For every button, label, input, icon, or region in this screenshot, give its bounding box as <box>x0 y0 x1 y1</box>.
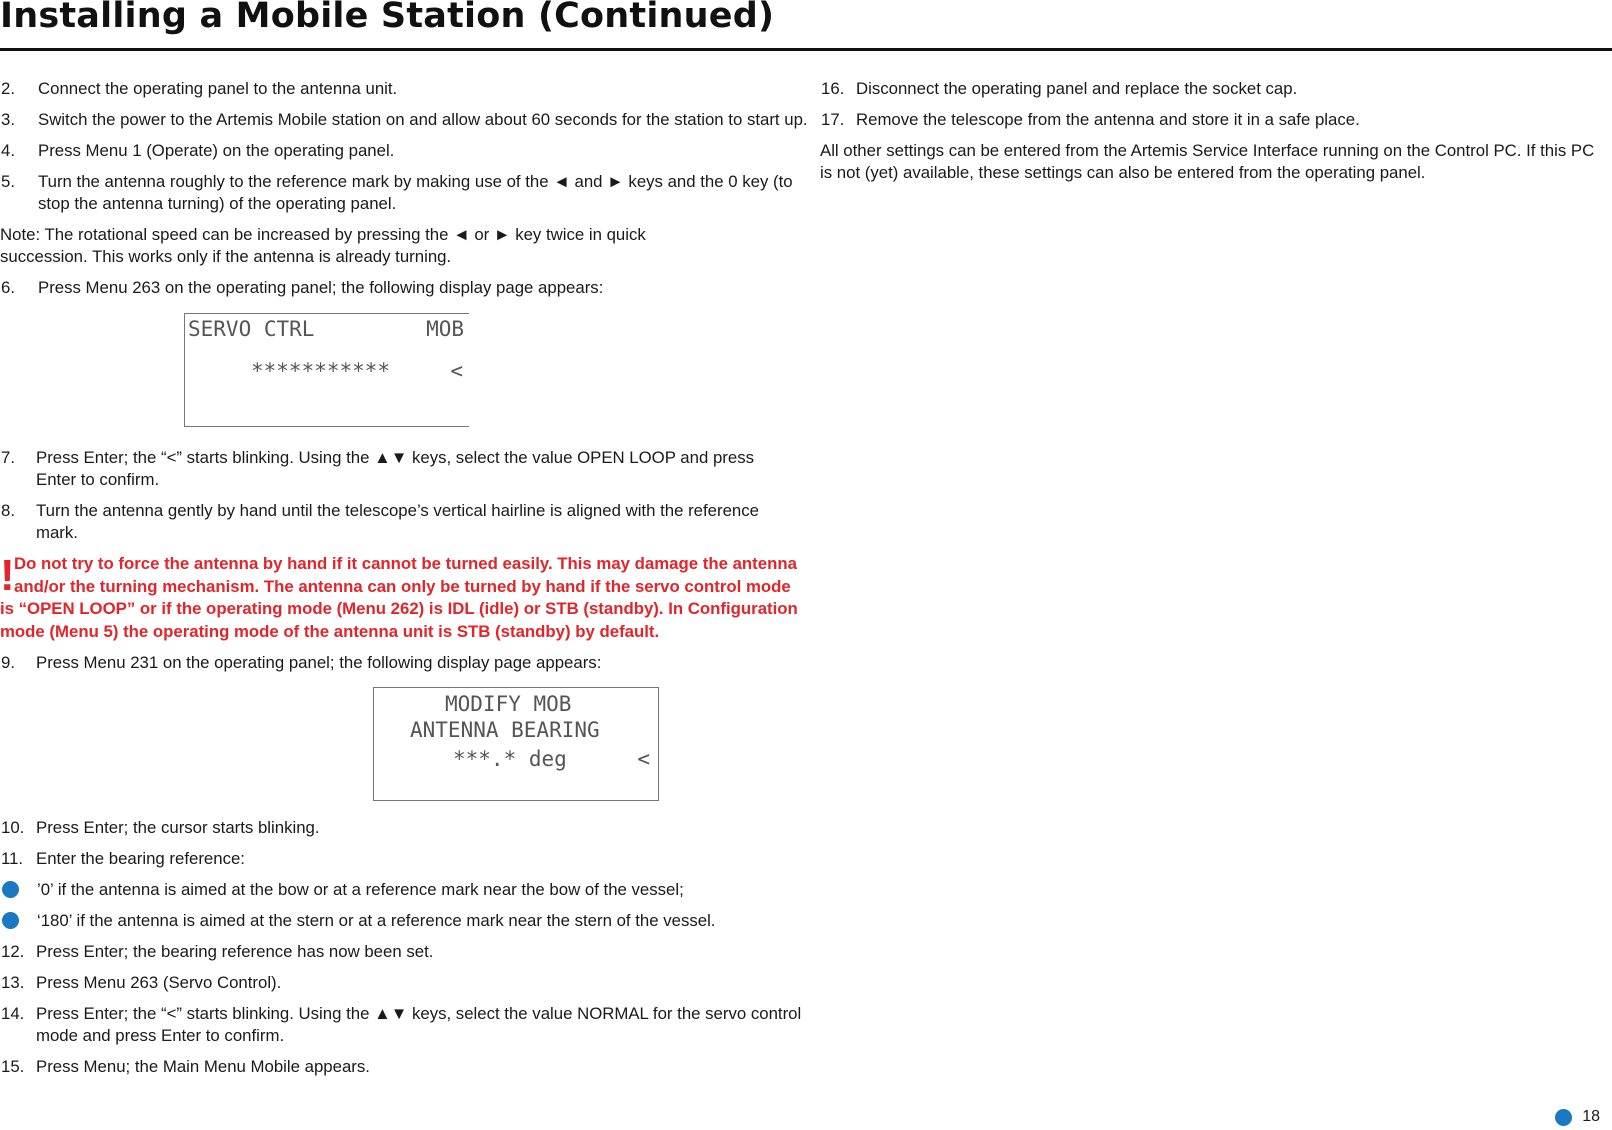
step-number: 2. <box>1 79 15 98</box>
warning-text: Do not try to force the antenna by hand if it cannot be turned easily. This may damage the antenna and/or the turning mechanism. The antenna can only be turned by hand if the servo control mode is “OPEN LOOP” or if the operating mode (Menu 262) is IDL (idle) or STB (standby). In Configuration mode (Menu 5) the operating mode of the antenna unit is STB (standby) by default. <box>0 554 798 641</box>
step-text: Turn the antenna roughly to the reference mark by making use of the ◄ and ► keys and the 0 key (to stop the antenna turning) of the operating panel. <box>38 172 793 213</box>
step-number: 3. <box>1 110 15 129</box>
step-number: 4. <box>1 141 15 160</box>
step-3 <box>0 109 808 131</box>
step-number: 17. <box>821 110 845 129</box>
step-text: Press Menu; the Main Menu Mobile appears. <box>36 1057 370 1076</box>
step-text: Press Menu 263 on the operating panel; the following display page appears: <box>38 278 604 297</box>
step-text: Press Enter; the “<” starts blinking. Using the ▲▼ keys, select the value OPEN LOOP and press Enter to confirm. <box>36 448 754 489</box>
step-text: Press Menu 263 (Servo Control). <box>36 973 282 992</box>
step-2 <box>0 78 808 100</box>
lcd-line1-right: MOB <box>426 317 464 341</box>
step-number: 6. <box>1 278 15 297</box>
step-4 <box>0 140 808 162</box>
list-item <box>0 910 808 932</box>
step-17 <box>820 109 1610 131</box>
lcd-line2: ANTENNA BEARING <box>410 718 600 742</box>
left-column <box>0 78 808 1087</box>
blue-dot-icon <box>2 881 19 898</box>
note-paragraph: Note: The rotational speed can be increased by pressing the ◄ or ► key twice in quick succession. This works only if the antenna is already turning. <box>0 225 646 266</box>
step-text: Press Enter; the “<” starts blinking. Using the ▲▼ keys, select the value NORMAL for the servo control mode and press Enter to confirm. <box>36 1004 802 1045</box>
step-number: 12. <box>1 942 25 961</box>
warning-callout <box>0 553 808 643</box>
step-text: Press Enter; the bearing reference has now been set. <box>36 942 434 961</box>
list-item <box>0 879 808 901</box>
bullet-text: ’0’ if the antenna is aimed at the bow or at a reference mark near the bow of the vessel; <box>37 880 684 899</box>
page-number: 18 <box>1582 1108 1600 1125</box>
step-10 <box>0 817 808 839</box>
step-number: 8. <box>1 501 15 520</box>
lcd-line2-cursor: < <box>450 359 463 383</box>
step-12 <box>0 941 808 963</box>
step-16 <box>820 78 1610 100</box>
exclamation-icon: ! <box>0 551 15 600</box>
settings-paragraph: All other settings can be entered from the Artemis Service Interface running on the Control PC. If this PC is not (yet) available, these settings can also be entered from the operating panel. <box>820 141 1595 182</box>
lcd-line1-left: SERVO CTRL <box>188 317 315 341</box>
step-number: 5. <box>1 172 15 191</box>
step-text: Connect the operating panel to the antenna unit. <box>38 79 398 98</box>
step-text: Turn the antenna gently by hand until the telescope’s vertical hairline is aligned with the reference mark. <box>36 501 759 542</box>
step-9 <box>0 652 808 674</box>
step-7 <box>0 447 780 491</box>
step-13 <box>0 972 808 994</box>
lcd-display-antenna-bearing <box>373 687 659 801</box>
page-title: Installing a Mobile Station (Continued) <box>0 0 775 36</box>
step-number: 14. <box>1 1004 25 1023</box>
lcd-line2-value: *********** <box>251 359 391 383</box>
lcd-line1: MODIFY MOB <box>445 692 572 716</box>
step-6 <box>0 277 808 299</box>
step-15 <box>0 1056 808 1078</box>
step-text: Press Menu 1 (Operate) on the operating panel. <box>38 141 395 160</box>
step-number: 11. <box>1 849 24 868</box>
blue-dot-icon <box>1555 1109 1572 1126</box>
step-5 <box>0 171 808 215</box>
lcd-line3-value: ***.* deg <box>453 747 567 771</box>
blue-dot-icon <box>2 912 19 929</box>
step-11 <box>0 848 808 870</box>
step-number: 7. <box>1 448 15 467</box>
step-text: Remove the telescope from the antenna and store it in a safe place. <box>856 110 1360 129</box>
lcd-line3-cursor: < <box>637 747 650 771</box>
right-column <box>820 78 1610 193</box>
step-text: Enter the bearing reference: <box>36 849 245 868</box>
step-text: Press Menu 231 on the operating panel; the following display page appears: <box>36 653 602 672</box>
bullet-text: ‘180’ if the antenna is aimed at the stern or at a reference mark near the stern of the vessel. <box>37 911 716 930</box>
step-number: 10. <box>1 818 25 837</box>
step-8 <box>0 500 760 544</box>
step-number: 9. <box>1 653 15 672</box>
step-14 <box>0 1003 808 1047</box>
step-number: 16. <box>821 79 845 98</box>
step-text: Press Enter; the cursor starts blinking. <box>36 818 320 837</box>
step-text: Disconnect the operating panel and replace the socket cap. <box>856 79 1298 98</box>
lcd-display-servo-ctrl <box>184 313 469 427</box>
step-text: Switch the power to the Artemis Mobile station on and allow about 60 seconds for the station to start up. <box>38 110 808 129</box>
page-footer <box>1555 1108 1600 1126</box>
step-number: 13. <box>1 973 25 992</box>
step-number: 15. <box>1 1057 25 1076</box>
title-divider <box>0 48 1612 51</box>
